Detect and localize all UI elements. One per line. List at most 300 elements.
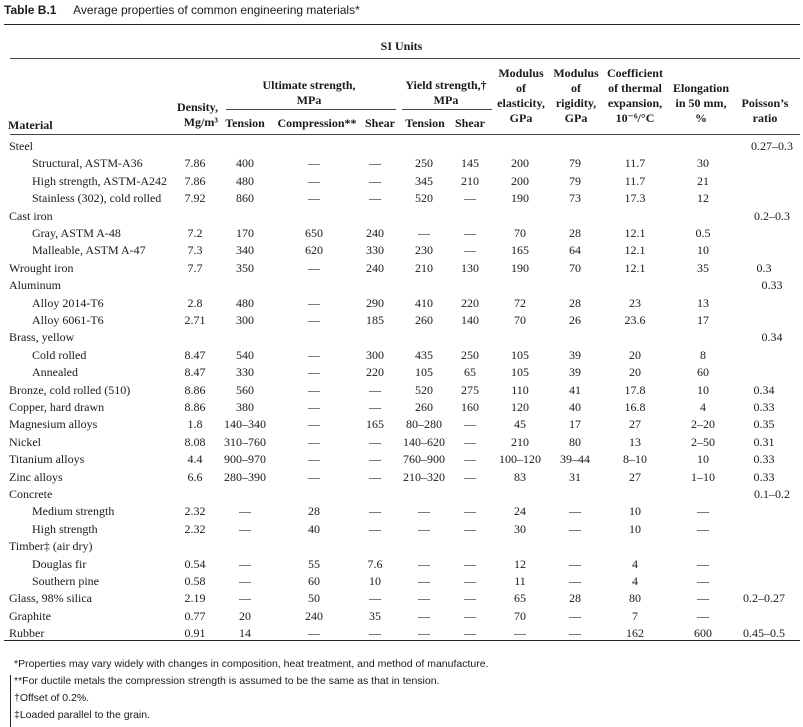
table-cell: 140–340: [224, 417, 266, 432]
table-cell: 17: [569, 417, 581, 432]
header-poisson-1: Poisson’s: [741, 96, 789, 110]
table-cell: 73: [569, 191, 581, 206]
table-cell: 240: [366, 226, 384, 240]
table-cell: 290: [366, 295, 384, 310]
table-cell: 10: [629, 504, 641, 519]
table-cell: 28: [569, 591, 581, 606]
table-cell: 0.35: [753, 417, 775, 432]
table-cell: 16.8: [624, 400, 646, 414]
footnotes: [14, 656, 489, 724]
table-cell: 220: [461, 295, 479, 310]
table-cell: —: [464, 452, 476, 467]
table-cell: —: [697, 591, 709, 606]
table-cell: —: [239, 574, 251, 588]
table-cell: 560: [236, 382, 254, 397]
material-name: Zinc alloys: [9, 469, 63, 484]
table-cell: 10: [697, 243, 709, 258]
table-cell: 27: [629, 417, 641, 432]
table-cell: 0.77: [184, 608, 206, 623]
table-cell: 55: [308, 556, 320, 571]
table-cell: 540: [236, 347, 254, 362]
table-cell: 21: [697, 173, 709, 188]
table-cell: 10: [697, 452, 709, 467]
table-cell: —: [308, 417, 320, 432]
table-cell: 105: [415, 365, 433, 380]
table-cell: 2–20: [691, 417, 715, 432]
table-cell: 7.86: [184, 173, 206, 188]
table-cell: 13: [697, 295, 709, 310]
material-name: Alloy 2014-T6: [32, 295, 104, 310]
table-cell: 0.2–0.27: [743, 591, 785, 606]
table-cell: 0.31: [753, 434, 775, 449]
material-name: Steel: [9, 139, 33, 153]
table-cell: —: [369, 452, 381, 467]
table-cell: —: [369, 191, 381, 206]
table-cell: 0.33: [753, 469, 775, 484]
table-cell: 480: [236, 295, 254, 310]
table-cell: 4: [632, 556, 638, 571]
table-cell: —: [697, 608, 709, 623]
table-cell: —: [464, 574, 476, 588]
table-cell: —: [418, 556, 430, 571]
table-cell: 160: [461, 400, 479, 414]
table-cell: —: [418, 574, 430, 588]
table-cell: —: [308, 347, 320, 362]
table-cell: —: [418, 591, 430, 606]
table-number: Table B.1: [4, 3, 57, 17]
table-cell: —: [569, 556, 581, 571]
header-thermal-3: expansion,: [607, 96, 663, 110]
table-cell: —: [418, 521, 430, 536]
table-cell: 185: [366, 313, 384, 327]
table-cell: —: [514, 626, 526, 641]
table-cell: —: [308, 400, 320, 414]
table-cell: 80–280: [406, 417, 442, 432]
table-cell: —: [239, 504, 251, 519]
table-cell: 165: [366, 417, 384, 432]
table-cell: 8.47: [184, 347, 206, 362]
table-cell: 260: [415, 313, 433, 327]
header-poisson-2: ratio: [752, 111, 778, 125]
footnote-2: **For ductile metals the compression strength is assumed to be the same as that in tension.: [14, 675, 440, 687]
table-cell: 23: [629, 295, 641, 310]
table-cell: 210: [415, 260, 433, 275]
table-cell: —: [308, 313, 320, 327]
table-cell: —: [239, 556, 251, 571]
table-cell: 210–320: [403, 469, 445, 484]
table-cell: —: [464, 191, 476, 206]
si-units-heading: SI Units: [380, 39, 423, 53]
header-ult-shear: Shear: [365, 116, 395, 130]
header-ultimate-line2: MPa: [296, 93, 322, 107]
table-cell: 210: [511, 434, 529, 449]
table-cell: 240: [366, 260, 384, 275]
table-cell: 12: [514, 556, 526, 571]
table-cell: —: [464, 504, 476, 519]
material-name: Annealed: [32, 365, 78, 380]
table-cell: —: [369, 504, 381, 519]
table-cell: 860: [236, 191, 254, 206]
table-cell: —: [369, 400, 381, 414]
material-name: Copper, hard drawn: [9, 400, 105, 414]
table-cell: —: [369, 591, 381, 606]
table-cell: —: [369, 469, 381, 484]
table-cell: 7.92: [184, 191, 206, 206]
table-cell: 0.54: [184, 556, 206, 571]
table-cell: 480: [236, 173, 254, 188]
table-cell: —: [369, 434, 381, 449]
table-cell: 140: [461, 313, 479, 327]
table-cell: —: [308, 173, 320, 188]
table-cell: 7: [632, 608, 638, 623]
table-cell: 39–44: [560, 452, 590, 467]
table-cell: —: [569, 574, 581, 588]
table-cell: 0.33: [753, 400, 775, 414]
header-yield-line1: Yield strength,†: [405, 78, 487, 92]
table-cell: 39: [569, 347, 581, 362]
table-cell: 2.32: [184, 521, 206, 536]
table-cell: —: [418, 608, 430, 623]
table-cell: 12.1: [624, 226, 646, 240]
material-name: High strength: [32, 521, 98, 536]
table-cell: 17.8: [624, 382, 646, 397]
table-cell: 28: [569, 226, 581, 240]
table-cell: 4: [632, 574, 638, 588]
table-cell: 330: [366, 243, 384, 258]
table-cell: 330: [236, 365, 254, 380]
table-title: Average properties of common engineering materials*: [73, 3, 360, 17]
table-cell: 14: [239, 626, 251, 641]
table-cell: 11: [514, 574, 526, 588]
table-cell: 11.7: [624, 173, 646, 188]
table-cell: 28: [308, 504, 320, 519]
header-ult-compression: Compression**: [277, 116, 357, 130]
material-name: Concrete: [9, 487, 53, 501]
table-cell: —: [569, 608, 581, 623]
header-modulus-el-1: Modulus: [498, 66, 544, 80]
header-elongation-2: in 50 mm,: [675, 96, 727, 110]
table-cell: 0.45–0.5: [743, 626, 785, 641]
table-cell: —: [369, 382, 381, 397]
material-name: Cold rolled: [32, 347, 87, 362]
header-modulus-el-4: GPa: [509, 111, 533, 125]
header-modulus-rig-4: GPa: [564, 111, 588, 125]
table-cell: 650: [305, 226, 323, 240]
material-name: Brass, yellow: [9, 330, 75, 345]
table-cell: 105: [511, 347, 529, 362]
table-cell: —: [418, 226, 430, 240]
table-cell: 80: [629, 591, 641, 606]
material-name: Wrought iron: [9, 260, 74, 275]
table-cell: —: [308, 626, 320, 641]
table-cell: 2.19: [184, 591, 206, 606]
table-cell: 410: [415, 295, 433, 310]
table-cell: 12.1: [624, 260, 646, 275]
material-name: Graphite: [9, 608, 51, 623]
table-cell: 10: [629, 521, 641, 536]
table-cell: 20: [239, 608, 251, 623]
table-cell: 0.91: [184, 626, 206, 641]
table-cell: 520: [415, 191, 433, 206]
table-cell: 70: [514, 226, 526, 240]
table-cell: —: [308, 434, 320, 449]
table-cell: —: [464, 626, 476, 641]
table-cell: 23.6: [624, 313, 646, 327]
table-cell: 0.34: [753, 382, 775, 397]
table-cell: 79: [569, 156, 581, 171]
table-cell: 20: [629, 347, 641, 362]
table-cell: 1–10: [691, 469, 715, 484]
material-name: Aluminum: [9, 278, 62, 293]
material-name: Malleable, ASTM A-47: [32, 243, 146, 258]
table-cell: 60: [308, 574, 320, 588]
table-cell: 300: [366, 347, 384, 362]
table-cell: 0.34: [761, 330, 783, 345]
table-cell: 0.3: [756, 260, 772, 275]
table-cell: 12.1: [624, 243, 646, 258]
footnote-1: *Properties may vary widely with changes in composition, heat treatment, and method of manufacture.: [14, 658, 489, 670]
table-cell: 4: [700, 400, 706, 414]
table-cell: —: [418, 626, 430, 641]
table-cell: 83: [514, 469, 526, 484]
table-cell: 0.33: [761, 278, 783, 293]
table-cell: 0.33: [753, 452, 775, 467]
header-modulus-rig-3: rigidity,: [555, 96, 597, 110]
table-cell: 70: [514, 313, 526, 327]
table-cell: 8.47: [184, 365, 206, 380]
table-cell: 0.2–0.3: [754, 208, 790, 223]
table-cell: —: [697, 504, 709, 519]
table-cell: 12: [697, 191, 709, 206]
table-cell: —: [697, 574, 709, 588]
table-cell: 120: [511, 400, 529, 414]
table-cell: 620: [305, 243, 323, 258]
header-ult-tension: Tension: [225, 116, 265, 130]
table-cell: —: [464, 469, 476, 484]
table-cell: —: [239, 521, 251, 536]
table-cell: —: [569, 626, 581, 641]
table-cell: 900–970: [224, 452, 266, 467]
table-cell: 26: [569, 313, 581, 327]
table-cell: 350: [236, 260, 254, 275]
table-cell: 1.8: [187, 417, 203, 432]
table-cell: 260: [415, 400, 433, 414]
table-cell: —: [308, 469, 320, 484]
table-cell: 8.86: [184, 382, 206, 397]
footnote-margin-bar: [10, 675, 11, 727]
table-cell: —: [464, 243, 476, 258]
header-modulus-el-3: elasticity,: [497, 96, 545, 110]
table-cell: 79: [569, 173, 581, 188]
table-cell: 400: [236, 156, 254, 171]
footnote-4: ‡Loaded parallel to the grain.: [14, 709, 151, 721]
header-thermal-4: 10⁻⁶/°C: [615, 111, 655, 125]
table-cell: 145: [461, 156, 479, 171]
footnote-3: †Offset of 0.2%.: [14, 692, 90, 704]
table-cell: 30: [514, 521, 526, 536]
table-cell: 8–10: [623, 452, 647, 467]
table-cell: 165: [511, 243, 529, 258]
table-cell: 41: [569, 382, 581, 397]
material-name: Stainless (302), cold rolled: [32, 191, 162, 206]
table-cell: 7.86: [184, 156, 206, 171]
table-cell: —: [464, 591, 476, 606]
table-cell: 10: [697, 382, 709, 397]
table-cell: 170: [236, 226, 254, 240]
material-name: Gray, ASTM A-48: [32, 226, 121, 240]
table-cell: 13: [629, 434, 641, 449]
table-cell: —: [418, 504, 430, 519]
table-cell: —: [308, 382, 320, 397]
table-cell: 250: [461, 347, 479, 362]
table-cell: 345: [415, 173, 433, 188]
material-name: Nickel: [9, 434, 41, 449]
table-cell: 760–900: [403, 452, 445, 467]
header-yld-tension: Tension: [405, 116, 445, 130]
table-cell: —: [308, 260, 320, 275]
table-cell: 200: [511, 173, 529, 188]
table-cell: 600: [694, 626, 712, 641]
table-cell: —: [697, 521, 709, 536]
material-name: Glass, 98% silica: [9, 591, 92, 606]
table-cell: 4.4: [187, 452, 203, 467]
table-cell: —: [369, 626, 381, 641]
table-cell: 8.86: [184, 400, 206, 414]
table-cell: 17: [697, 313, 709, 327]
bottom-rule: [4, 640, 800, 641]
header-thermal-2: of thermal: [608, 81, 662, 95]
table-cell: 65: [464, 365, 476, 380]
table-cell: 72: [514, 295, 526, 310]
table-cell: 7.6: [367, 556, 383, 571]
table-cell: 300: [236, 313, 254, 327]
table-cell: 70: [569, 260, 581, 275]
table-cell: 60: [697, 365, 709, 380]
table-cell: 40: [308, 521, 320, 536]
table-cell: —: [464, 434, 476, 449]
material-name: Douglas fir: [32, 556, 87, 571]
table-cell: 2–50: [691, 434, 715, 449]
table-cell: 17.3: [624, 191, 646, 206]
material-name: Medium strength: [32, 504, 115, 519]
table-cell: 7.7: [187, 260, 203, 275]
table-cell: —: [308, 295, 320, 310]
table-cell: 24: [514, 504, 526, 519]
table-cell: 11.7: [624, 156, 646, 171]
material-name: Magnesium alloys: [9, 417, 98, 432]
table-cell: —: [464, 521, 476, 536]
table-cell: —: [308, 156, 320, 171]
material-name: Titanium alloys: [9, 452, 85, 467]
table-cell: 31: [569, 469, 581, 484]
table-cell: 40: [569, 400, 581, 414]
table-cell: 27: [629, 469, 641, 484]
table-cell: 190: [511, 260, 529, 275]
material-name: Alloy 6061-T6: [32, 313, 104, 327]
header-yld-shear: Shear: [455, 116, 485, 130]
header-thermal-1: Coefficient: [607, 66, 663, 80]
table-cell: 380: [236, 400, 254, 414]
header-elongation-1: Elongation: [672, 81, 729, 95]
table-cell: 520: [415, 382, 433, 397]
header-elongation-3: %: [695, 111, 707, 125]
table-cell: —: [569, 504, 581, 519]
table-cell: —: [569, 521, 581, 536]
table-cell: —: [308, 452, 320, 467]
header-density-line1: Density,: [176, 100, 218, 114]
table-cell: 130: [461, 260, 479, 275]
table-cell: 10: [369, 574, 381, 588]
table-cell: 275: [461, 382, 479, 397]
table-cell: 80: [569, 434, 581, 449]
table-cell: 310–760: [224, 434, 266, 449]
table-cell: 8.08: [184, 434, 206, 449]
material-name: Rubber: [9, 626, 45, 641]
header-yield-line2: MPa: [433, 93, 459, 107]
header-modulus-rig-1: Modulus: [553, 66, 599, 80]
table-cell: —: [369, 521, 381, 536]
table-cell: 0.1–0.2: [754, 487, 790, 501]
table-cell: 190: [511, 191, 529, 206]
material-name: Timber‡ (air dry): [9, 539, 93, 554]
table-cell: 64: [569, 243, 581, 258]
table-cell: 140–620: [403, 434, 445, 449]
table-cell: 6.6: [187, 469, 203, 484]
table-cell: —: [697, 556, 709, 571]
table-cell: 7.2: [187, 226, 203, 240]
table-cell: —: [464, 556, 476, 571]
table-cell: 7.3: [187, 243, 203, 258]
table-cell: 162: [626, 626, 644, 641]
table-cell: 65: [514, 591, 526, 606]
table-cell: 2.71: [184, 313, 206, 327]
table-cell: —: [369, 173, 381, 188]
header-modulus-rig-2: of: [571, 81, 581, 95]
table-cell: 2.32: [184, 504, 206, 519]
header-material: Material: [8, 118, 53, 132]
table-cell: 220: [366, 365, 384, 380]
table-cell: —: [464, 226, 476, 240]
header-ultimate-line1: Ultimate strength,: [262, 78, 356, 92]
table-cell: 105: [511, 365, 529, 380]
table-cell: 30: [697, 156, 709, 171]
table-cell: 2.8: [187, 295, 203, 310]
table-cell: 39: [569, 365, 581, 380]
table-cell: 340: [236, 243, 254, 258]
header-density-line2: Mg/m³: [183, 115, 218, 129]
table-cell: 200: [511, 156, 529, 171]
table-cell: 35: [369, 608, 381, 623]
table-cell: —: [239, 591, 251, 606]
table-cell: 0.58: [184, 574, 206, 588]
table-cell: —: [464, 608, 476, 623]
table-cell: 110: [511, 382, 529, 397]
table-cell: —: [308, 365, 320, 380]
table-cell: 8: [700, 347, 706, 362]
material-name: Structural, ASTM-A36: [32, 156, 143, 171]
material-name: Cast iron: [9, 208, 53, 223]
table-cell: 100–120: [499, 452, 541, 467]
table-cell: 0.5: [695, 226, 711, 240]
table-cell: —: [464, 417, 476, 432]
table-cell: 0.27–0.3: [751, 139, 793, 153]
table-cell: —: [308, 191, 320, 206]
table-cell: 280–390: [224, 469, 266, 484]
table-cell: —: [369, 156, 381, 171]
material-name: Bronze, cold rolled (510): [9, 382, 131, 397]
table-cell: 435: [415, 347, 433, 362]
table-cell: 28: [569, 295, 581, 310]
